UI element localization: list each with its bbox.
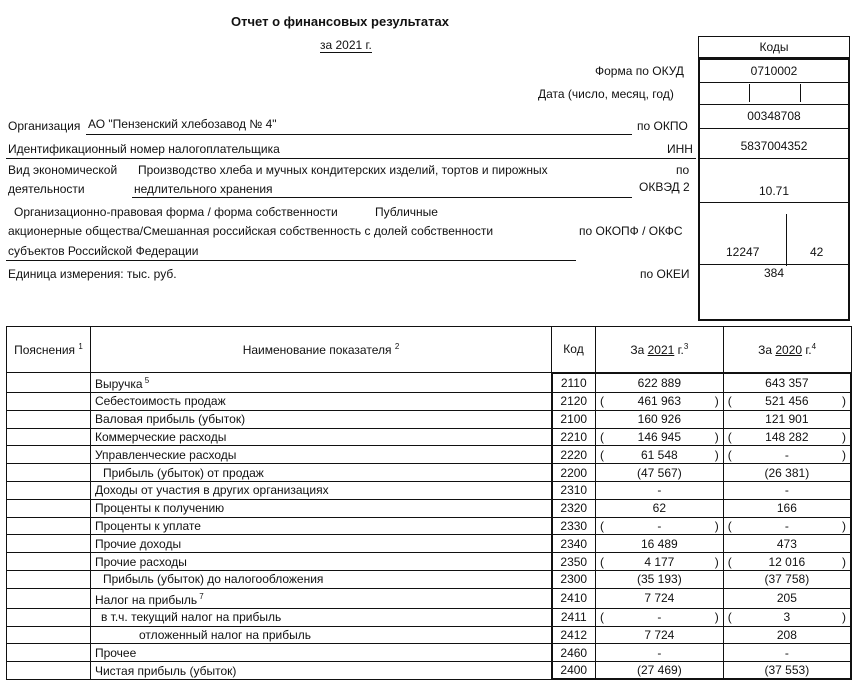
row-code: 2210	[552, 428, 596, 446]
row-notes	[7, 517, 91, 535]
opf-value-1: Публичные	[375, 205, 438, 219]
row-code: 2200	[552, 464, 596, 482]
row-notes	[7, 570, 91, 588]
report-title: Отчет о финансовых результатах	[231, 14, 449, 29]
row-code: 2330	[552, 517, 596, 535]
row-value-2020: 205	[723, 588, 851, 608]
table-row	[7, 499, 852, 517]
row-value-2020: 473	[723, 535, 851, 553]
row-value-2021: 622 889	[595, 373, 723, 393]
row-name: Управленческие расходы	[90, 446, 551, 464]
header-code: Код	[552, 327, 596, 373]
row-value-2020: 208	[723, 626, 851, 644]
table-row	[7, 588, 852, 608]
financial-results-table	[6, 326, 852, 680]
row-name: в т.ч. текущий налог на прибыль	[90, 608, 551, 626]
okei-code: 384	[763, 266, 785, 280]
row-value-2020: ( ) 3	[723, 608, 851, 626]
row-name: Выручка $^5$	[90, 373, 551, 393]
row-name: Проценты к получению	[90, 499, 551, 517]
row-value-2021: ( ) 146 945	[595, 428, 723, 446]
header-name: Наименование показателя $^2$	[90, 327, 551, 373]
row-code: 2110	[552, 373, 596, 393]
row-name: Проценты к уплате	[90, 517, 551, 535]
table-row	[7, 410, 852, 428]
row-code: 2460	[552, 644, 596, 662]
opf-label: Организационно-правовая форма / форма собственности	[14, 205, 338, 219]
row-value-2021: 7 724	[595, 626, 723, 644]
opf-value-2: акционерные общества/Смешанная российская собственность с долей собственности	[8, 224, 494, 238]
table-row	[7, 570, 852, 588]
row-value-2021: ( ) 4 177	[595, 553, 723, 571]
okei-label: по ОКЕИ	[640, 267, 690, 281]
row-notes	[7, 626, 91, 644]
row-notes	[7, 481, 91, 499]
row-value-2021: (47 567)	[595, 464, 723, 482]
okved-label-2: ОКВЭД 2	[639, 180, 690, 194]
table-row	[7, 644, 852, 662]
unit-label: Единица измерения: тыс. руб.	[8, 267, 177, 281]
row-value-2020: ( ) 521 456	[723, 393, 851, 411]
row-value-2020: (37 553)	[723, 662, 851, 680]
row-value-2021: ( ) 461 963	[595, 393, 723, 411]
row-code: 2300	[552, 570, 596, 588]
row-name: Прочие доходы	[90, 535, 551, 553]
row-name: Прочие расходы	[90, 553, 551, 571]
table-row	[7, 553, 852, 571]
row-value-2020: 121 901	[723, 410, 851, 428]
table-row	[7, 517, 852, 535]
row-name: Прочее	[90, 644, 551, 662]
row-code: 2320	[552, 499, 596, 517]
row-notes	[7, 410, 91, 428]
table-row	[7, 535, 852, 553]
row-notes	[7, 644, 91, 662]
row-value-2020: (37 758)	[723, 570, 851, 588]
row-value-2020: 643 357	[723, 373, 851, 393]
row-name: Чистая прибыль (убыток)	[90, 662, 551, 680]
header-2021: За 2021 г.$^3$	[595, 327, 723, 373]
opf-value-3: субъектов Российской Федерации	[8, 244, 199, 258]
inn-label: Идентификационный номер налогоплательщика	[8, 142, 280, 156]
row-value-2021: 160 926	[595, 410, 723, 428]
row-value-2021: ( ) 61 548	[595, 446, 723, 464]
row-code: 2220	[552, 446, 596, 464]
table-row	[7, 373, 852, 393]
row-value-2021: 16 489	[595, 535, 723, 553]
row-notes	[7, 588, 91, 608]
row-value-2021: (35 193)	[595, 570, 723, 588]
row-name: Коммерческие расходы	[90, 428, 551, 446]
inn-code: 5837004352	[740, 139, 808, 153]
row-notes	[7, 553, 91, 571]
activity-value-1: Производство хлеба и мучных кондитерских изделий, тортов и пирожных	[138, 163, 548, 177]
row-code: 2411	[552, 608, 596, 626]
row-notes	[7, 446, 91, 464]
row-notes	[7, 608, 91, 626]
header-2020: За 2020 г.$^4$	[723, 327, 851, 373]
report-period: за 2021 г.	[320, 38, 372, 52]
row-value-2020: ( ) 148 282	[723, 428, 851, 446]
table-row	[7, 662, 852, 680]
row-code: 2400	[552, 662, 596, 680]
activity-label-2: деятельности	[8, 182, 85, 196]
row-code: 2340	[552, 535, 596, 553]
table-row	[7, 464, 852, 482]
okpo-code: 00348708	[747, 109, 801, 123]
codes-box	[698, 36, 850, 286]
row-value-2021: 62	[595, 499, 723, 517]
okpo-label: по ОКПО	[637, 119, 688, 133]
row-value-2021: -	[595, 644, 723, 662]
row-value-2020: -	[723, 644, 851, 662]
row-value-2021: -	[595, 481, 723, 499]
row-notes	[7, 428, 91, 446]
row-value-2021: (27 469)	[595, 662, 723, 680]
row-name: Прибыль (убыток) до налогообложения	[90, 570, 551, 588]
row-notes	[7, 662, 91, 680]
okopf-label: по ОКОПФ / ОКФС	[579, 224, 683, 238]
row-value-2021: ( ) -	[595, 517, 723, 535]
org-value: АО "Пензенский хлебозавод № 4"	[88, 117, 277, 131]
row-code: 2120	[552, 393, 596, 411]
table-row	[7, 481, 852, 499]
okopf-code: 12247	[726, 245, 760, 259]
codes-header: Коды	[698, 36, 850, 58]
row-name: Налог на прибыль $^7$	[90, 588, 551, 608]
row-value-2020: ( ) 12 016	[723, 553, 851, 571]
okud-code: 0710002	[750, 64, 798, 78]
row-notes	[7, 373, 91, 393]
row-notes	[7, 393, 91, 411]
okved-label-1: по	[676, 163, 690, 177]
row-code: 2412	[552, 626, 596, 644]
row-value-2020: 166	[723, 499, 851, 517]
row-value-2021: 7 724	[595, 588, 723, 608]
row-name: Доходы от участия в других организациях	[90, 481, 551, 499]
table-row	[7, 446, 852, 464]
table-row	[7, 428, 852, 446]
row-name: Валовая прибыль (убыток)	[90, 410, 551, 428]
okfs-code: 42	[810, 245, 824, 259]
inn-short-label: ИНН	[667, 142, 693, 156]
row-notes	[7, 499, 91, 517]
row-code: 2410	[552, 588, 596, 608]
row-value-2021: ( ) -	[595, 608, 723, 626]
okud-label: Форма по ОКУД	[595, 64, 684, 78]
row-code: 2100	[552, 410, 596, 428]
activity-label-1: Вид экономической	[8, 163, 118, 177]
table-row	[7, 626, 852, 644]
row-value-2020: ( ) -	[723, 446, 851, 464]
okved-code: 10.71	[758, 184, 790, 198]
row-code: 2350	[552, 553, 596, 571]
row-name: Прибыль (убыток) от продаж	[90, 464, 551, 482]
row-name: отложенный налог на прибыль	[90, 626, 551, 644]
table-row	[7, 393, 852, 411]
row-name: Себестоимость продаж	[90, 393, 551, 411]
row-value-2020: (26 381)	[723, 464, 851, 482]
row-notes	[7, 535, 91, 553]
activity-value-2: недлительного хранения	[134, 182, 273, 196]
org-label: Организация	[8, 119, 81, 133]
table-header-row	[7, 327, 852, 373]
table-row	[7, 608, 852, 626]
header-notes: Пояснения $^1$	[7, 327, 91, 373]
row-notes	[7, 464, 91, 482]
row-value-2020: -	[723, 481, 851, 499]
date-label: Дата (число, месяц, год)	[538, 87, 674, 101]
row-value-2020: ( ) -	[723, 517, 851, 535]
row-code: 2310	[552, 481, 596, 499]
